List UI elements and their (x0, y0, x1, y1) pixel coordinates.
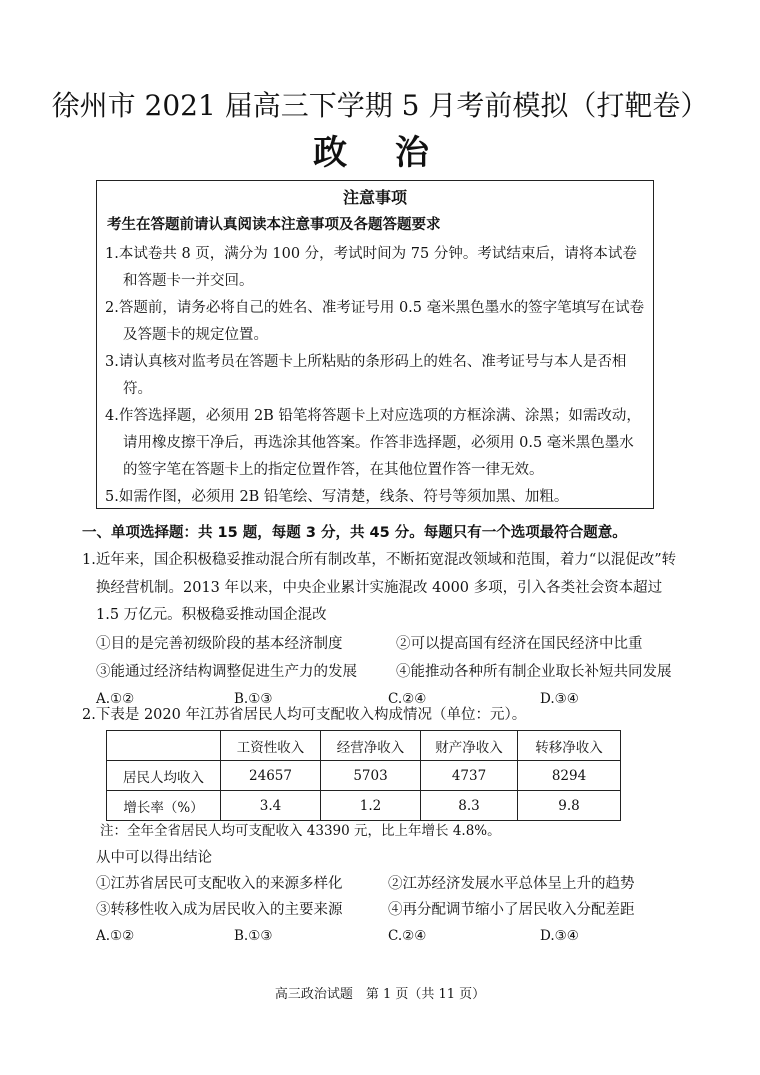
income-table (106, 730, 621, 821)
notice-item: 1.本试卷共 8 页，满分为 100 分，考试时间为 75 分钟。考试结束后，请将本试卷和答题卡一并交回。 (105, 246, 637, 289)
option-statement: ④能推动各种所有制企业取长补短共同发展 (396, 663, 672, 680)
table-cell: 8.3 (421, 791, 518, 821)
table-header-cell (107, 731, 221, 761)
notice-item: 3.请认真核对监考员在答题卡上所粘贴的条形码上的姓名、准考证号与本人是否相符。 (105, 354, 627, 397)
question-2-stem: 2.下表是 2020 年江苏省居民人均可支配收入构成情况（单位：元）。 (82, 707, 527, 723)
table-cell: 3.4 (221, 791, 321, 821)
table-header-cell: 经营净收入 (321, 731, 421, 761)
notice-item: 5.如需作图，必须用 2B 铅笔绘、写清楚，线条、符号等须加黑、加粗。 (105, 489, 569, 505)
section-heading: 一、单项选择题：共 15 题，每题 3 分，共 45 分。每题只有一个选项最符合题意。 (82, 525, 627, 541)
table-cell: 24657 (221, 761, 321, 791)
answer-choice-c: C.②④ (388, 928, 427, 944)
question-lead: 从中可以得出结论 (96, 850, 212, 866)
table-note: 注：全年全省居民人均可支配收入 43390 元，比上年增长 4.8%。 (100, 823, 501, 839)
answer-choice-a: A.①② (96, 928, 135, 944)
table-cell: 8294 (518, 761, 621, 791)
option-row (96, 897, 696, 923)
table-cell: 4737 (421, 761, 518, 791)
option-statement: ②可以提高国有经济在国民经济中比重 (396, 635, 643, 652)
option-statement: ①江苏省居民可支配收入的来源多样化 (96, 876, 343, 892)
notice-box (96, 180, 654, 509)
table-row (107, 761, 621, 791)
answer-choice-d: D.③④ (540, 690, 579, 707)
answer-choice-b: B.①③ (234, 690, 273, 707)
page-footer: 高三政治试题 第 1 页（共 11 页） (274, 987, 486, 1002)
exam-title: 徐州市 2021 届高三下学期 5 月考前模拟（打靶卷） (51, 89, 709, 122)
notice-subtitle: 考生在答题前请认真阅读本注意事项及各题答题要求 (107, 217, 441, 233)
notice-item: 4.作答选择题，必须用 2B 铅笔将答题卡上对应选项的方框涂满、涂黑；如需改动，请用橡皮擦干净后，再选涂其他答案。作答非选择题，必须用 0.5 毫米黑色墨水的签字笔在答题卡上的指定位置作答，在其他位置作答一律无效。 (105, 408, 641, 478)
table-header-row (107, 731, 621, 761)
table-row (107, 791, 621, 821)
table-header-cell: 工资性收入 (221, 731, 321, 761)
table-cell: 5703 (321, 761, 421, 791)
question-stem: 1.近年来，国企积极稳妥推动混合所有制改革，不断拓宽混改领域和范围，着力“以混促改”转换经营机制。2013 年以来，中央企业累计实施混改 4000 多项，引入各类社会资本超过 1.5 万亿元。积极稳妥推动国企混改 (82, 552, 677, 623)
option-statement: ③转移性收入成为居民收入的主要来源 (96, 902, 343, 918)
table-cell: 居民人均收入 (107, 761, 221, 791)
answer-choice-d: D.③④ (540, 928, 579, 944)
answer-row (96, 923, 696, 949)
notice-title: 注意事项 (342, 188, 407, 207)
table-cell: 增长率（%） (107, 791, 221, 821)
table-header-cell: 转移净收入 (518, 731, 621, 761)
option-row (96, 658, 682, 686)
answer-choice-c: C.②④ (388, 690, 427, 707)
table-header-cell: 财产净收入 (421, 731, 518, 761)
answer-choice-b: B.①③ (234, 928, 273, 944)
option-statement: ①目的是完善初级阶段的基本经济制度 (96, 635, 343, 652)
notice-item: 2.答题前，请务必将自己的姓名、准考证号用 0.5 毫米黑色墨水的签字笔填写在试卷及答题卡的规定位置。 (105, 300, 645, 343)
option-statement: ②江苏经济发展水平总体呈上升的趋势 (388, 876, 635, 892)
option-statement: ④再分配调节缩小了居民收入分配差距 (388, 902, 635, 918)
question-1 (82, 547, 682, 713)
table-cell: 9.8 (518, 791, 621, 821)
subject-title: 政 治 (313, 133, 447, 173)
answer-choice-a: A.①② (96, 690, 135, 707)
notice-list (105, 241, 645, 511)
option-row (96, 871, 696, 897)
question-2-body (96, 845, 696, 949)
option-row (96, 630, 682, 658)
option-statement: ③能通过经济结构调整促进生产力的发展 (96, 663, 357, 680)
table-cell: 1.2 (321, 791, 421, 821)
